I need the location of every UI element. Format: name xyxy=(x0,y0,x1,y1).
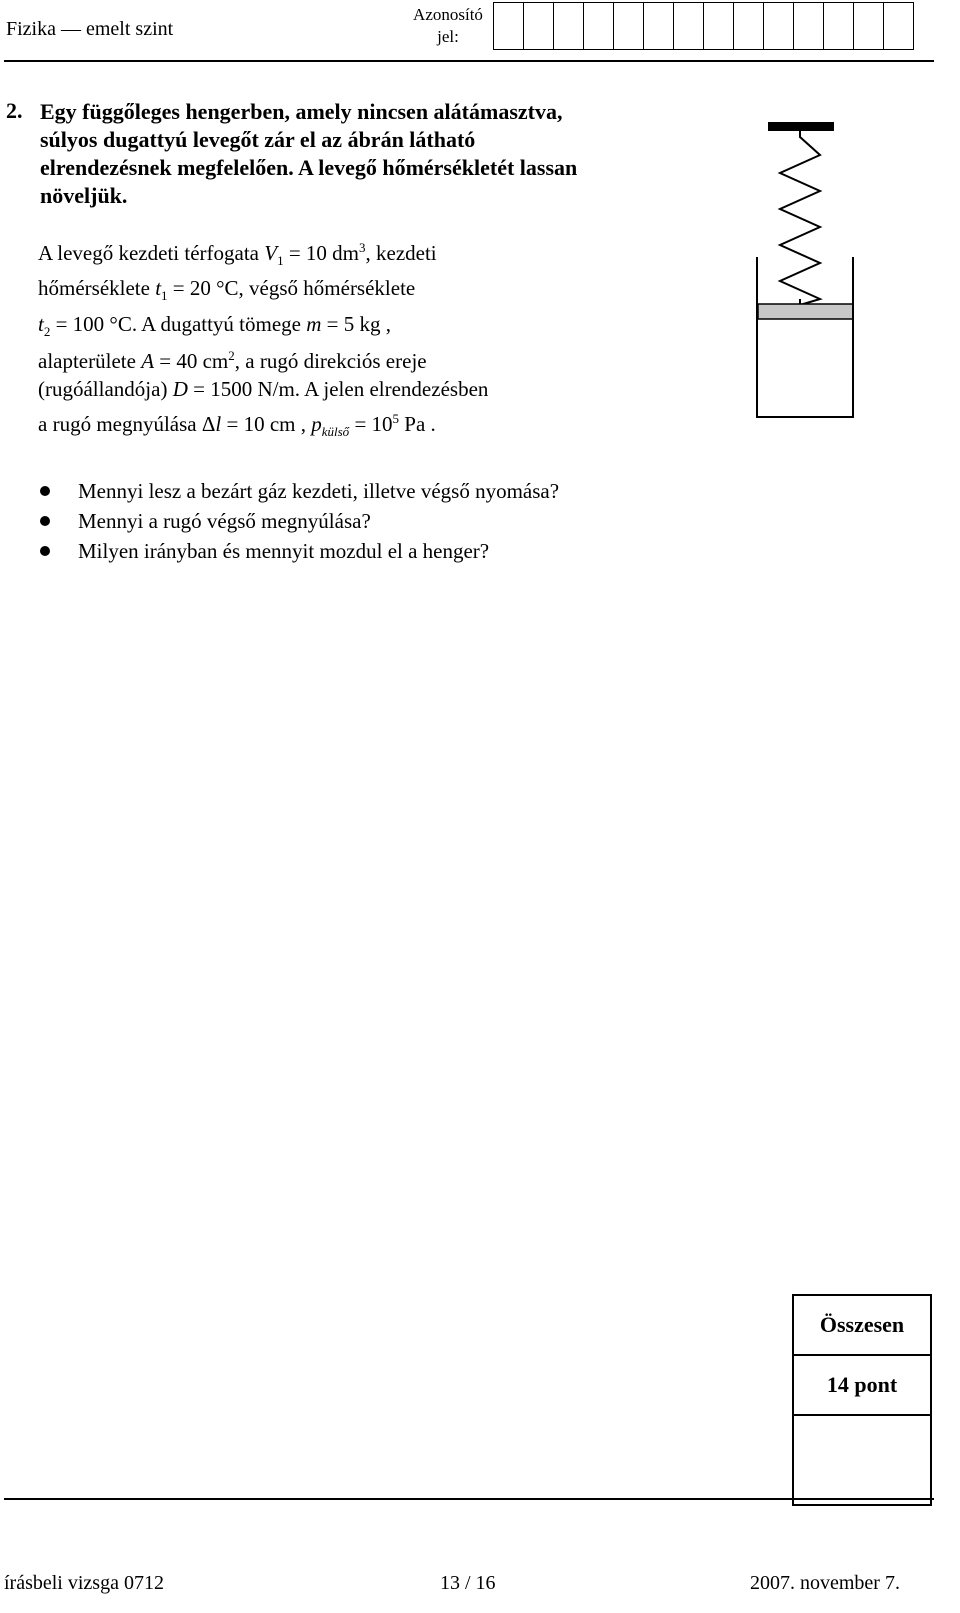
piston xyxy=(758,304,853,319)
score-label: Összesen xyxy=(794,1296,930,1356)
score-entry-field[interactable] xyxy=(794,1416,930,1504)
subject-title: Fizika — emelt szint xyxy=(6,18,174,40)
id-box[interactable] xyxy=(703,2,734,50)
id-box[interactable] xyxy=(883,2,914,50)
data-line-temp1: hőmérséklete $t_1 = 20$ °C, végső hőmérséklete xyxy=(38,276,416,304)
id-box[interactable] xyxy=(493,2,524,50)
problem-number: 2. xyxy=(6,98,23,123)
id-box[interactable] xyxy=(763,2,794,50)
id-box[interactable] xyxy=(793,2,824,50)
id-box[interactable] xyxy=(613,2,644,50)
bullet-icon xyxy=(40,486,50,496)
spring xyxy=(780,131,820,305)
list-item: Milyen irányban és mennyit mozdul el a henger? xyxy=(36,536,559,566)
page-number: 13 / 16 xyxy=(440,1572,496,1594)
cylinder-spring-figure xyxy=(750,115,860,427)
score-box xyxy=(792,1294,932,1506)
id-box[interactable] xyxy=(823,2,854,50)
problem-statement: Egy függőleges hengerben, amely nincsen alátámasztva, súlyos dugattyú levegőt zár el az ábrán látható elrendezésnek megfelelően. A levegő hőmérsékletét lassan növeljük. xyxy=(40,99,578,208)
footer-date: 2007. november 7. xyxy=(750,1572,900,1594)
score-points: 14 pont xyxy=(794,1356,930,1416)
data-line-volume: A levegő kezdeti térfogata $V_1 = 10$ $dm^3$, kezdeti xyxy=(38,240,437,269)
id-box[interactable] xyxy=(733,2,764,50)
ceiling-mount xyxy=(768,122,834,131)
id-box[interactable] xyxy=(583,2,614,50)
data-line-extension: a rugó megnyúlása Δl = 10 cm , $p_{külső} = 10^5$ Pa . xyxy=(38,411,436,440)
list-item: Mennyi lesz a bezárt gáz kezdeti, illetve végső nyomása? xyxy=(36,476,559,506)
footer-divider xyxy=(4,1498,934,1500)
id-box[interactable] xyxy=(673,2,704,50)
question-list xyxy=(36,476,559,566)
data-line-temp2-mass: $t_2 = 100$ °C. A dugattyú tömege m = 5 kg , xyxy=(38,312,392,340)
bullet-icon xyxy=(40,516,50,526)
data-line-spring-constant: (rugóállandója) D = 1500 N/m. A jelen elrendezésben xyxy=(38,377,489,401)
data-line-area: alapterülete A = 40 $cm^2$, a rugó direkciós ereje xyxy=(38,348,427,373)
id-boxes xyxy=(494,2,914,50)
id-box[interactable] xyxy=(553,2,584,50)
header-divider xyxy=(4,60,934,62)
id-box[interactable] xyxy=(853,2,884,50)
footer-exam-code: írásbeli vizsga 0712 xyxy=(4,1572,164,1594)
list-item: Mennyi a rugó végső megnyúlása? xyxy=(36,506,559,536)
id-box[interactable] xyxy=(643,2,674,50)
cylinder xyxy=(757,257,853,417)
bullet-icon xyxy=(40,546,50,556)
id-label: Azonosító jel: xyxy=(413,5,483,46)
id-box[interactable] xyxy=(523,2,554,50)
